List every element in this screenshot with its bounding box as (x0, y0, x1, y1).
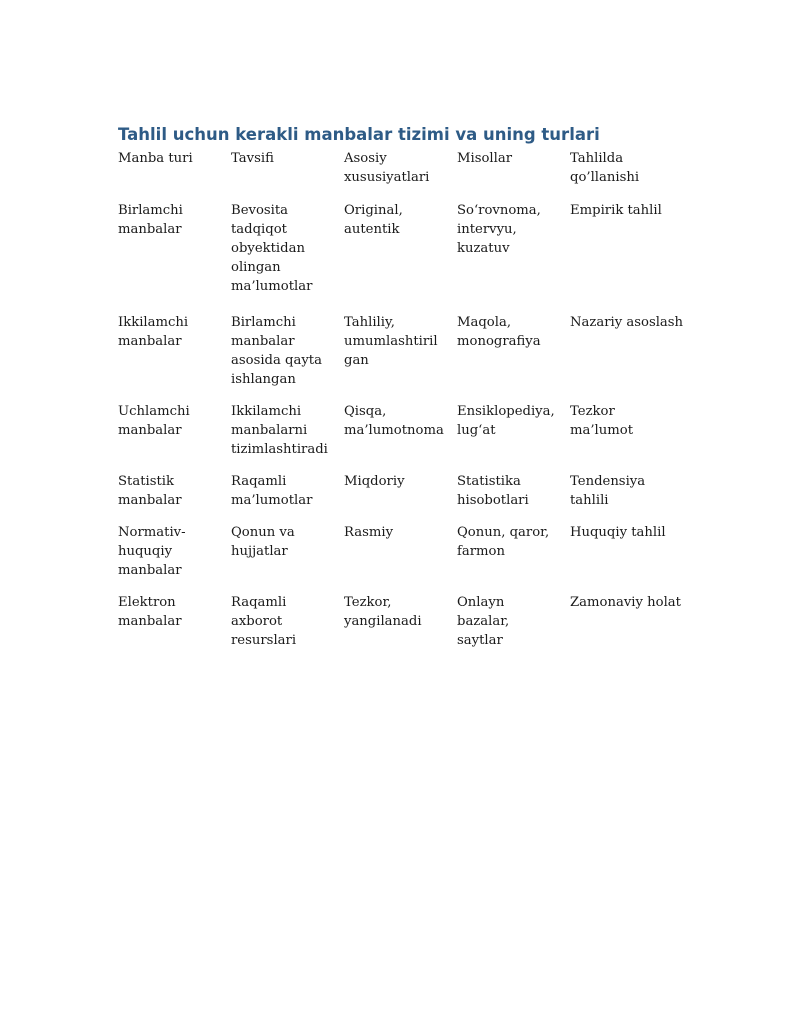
table-row (112, 588, 678, 650)
table-row (112, 467, 678, 518)
table-header-row (112, 149, 678, 196)
cell-examples: So‘rovnoma, intervyu, kuzatuv (457, 203, 541, 256)
cell-type: Birlamchi manbalar (118, 203, 183, 237)
table-row (112, 196, 678, 308)
cell-features: Miqdoriy (344, 474, 405, 489)
table-row (112, 518, 678, 588)
cell-features: Original, autentik (344, 203, 403, 237)
cell-examples: Statistika hisobotlari (457, 474, 529, 508)
cell-type: Normativ-huquqiy manbalar (118, 525, 186, 578)
cell-description: Raqamli ma’lumotlar (231, 474, 313, 508)
cell-description: Bevosita tadqiqot obyektidan olingan ma’lumotlar (231, 203, 313, 294)
column-header-type: Manba turi (118, 151, 193, 166)
column-header-usage: Tahlilda qo’llanishi (570, 151, 640, 185)
cell-description: Ikkilamchi manbalarni tizimlashtiradi (231, 404, 328, 457)
cell-description: Qonun va hujjatlar (231, 525, 295, 559)
cell-usage: Zamonaviy holat (570, 595, 681, 610)
sources-table (112, 149, 684, 650)
cell-features: Tahliliy, umumlashtirilgan (344, 315, 438, 368)
cell-usage: Empirik tahlil (570, 203, 662, 218)
cell-usage: Tezkor ma’lumot (570, 404, 634, 438)
column-header-description: Tavsifi (231, 151, 274, 166)
column-header-examples: Misollar (457, 151, 513, 166)
cell-type: Elektron manbalar (118, 595, 182, 629)
cell-features: Tezkor, yangilanadi (344, 595, 422, 629)
table-header (112, 149, 678, 196)
cell-usage: Tendensiya tahlili (570, 474, 646, 508)
table-row (112, 397, 678, 467)
cell-features: Qisqa, ma’lumotnoma (344, 404, 444, 438)
column-header-features: Asosiy xususiyatlari (344, 151, 430, 185)
cell-type: Ikkilamchi manbalar (118, 315, 189, 349)
cell-type: Uchlamchi manbalar (118, 404, 190, 438)
table-body (112, 196, 684, 650)
cell-examples: Maqola, monografiya (457, 315, 541, 349)
page-title: Tahlil uchun kerakli manbalar tizimi va uning turlari (118, 125, 600, 144)
table-row (112, 308, 678, 397)
cell-examples: Onlayn bazalar, saytlar (457, 595, 510, 648)
cell-type: Statistik manbalar (118, 474, 182, 508)
cell-usage: Nazariy asoslash (570, 315, 684, 330)
cell-description: Raqamli axborot resurslari (231, 595, 297, 648)
cell-features: Rasmiy (344, 525, 394, 540)
cell-usage: Huquqiy tahlil (570, 525, 666, 540)
cell-examples: Qonun, qaror, farmon (457, 525, 550, 559)
cell-examples: Ensiklopediya, lug‘at (457, 404, 555, 438)
cell-description: Birlamchi manbalar asosida qayta ishlangan (231, 315, 322, 387)
